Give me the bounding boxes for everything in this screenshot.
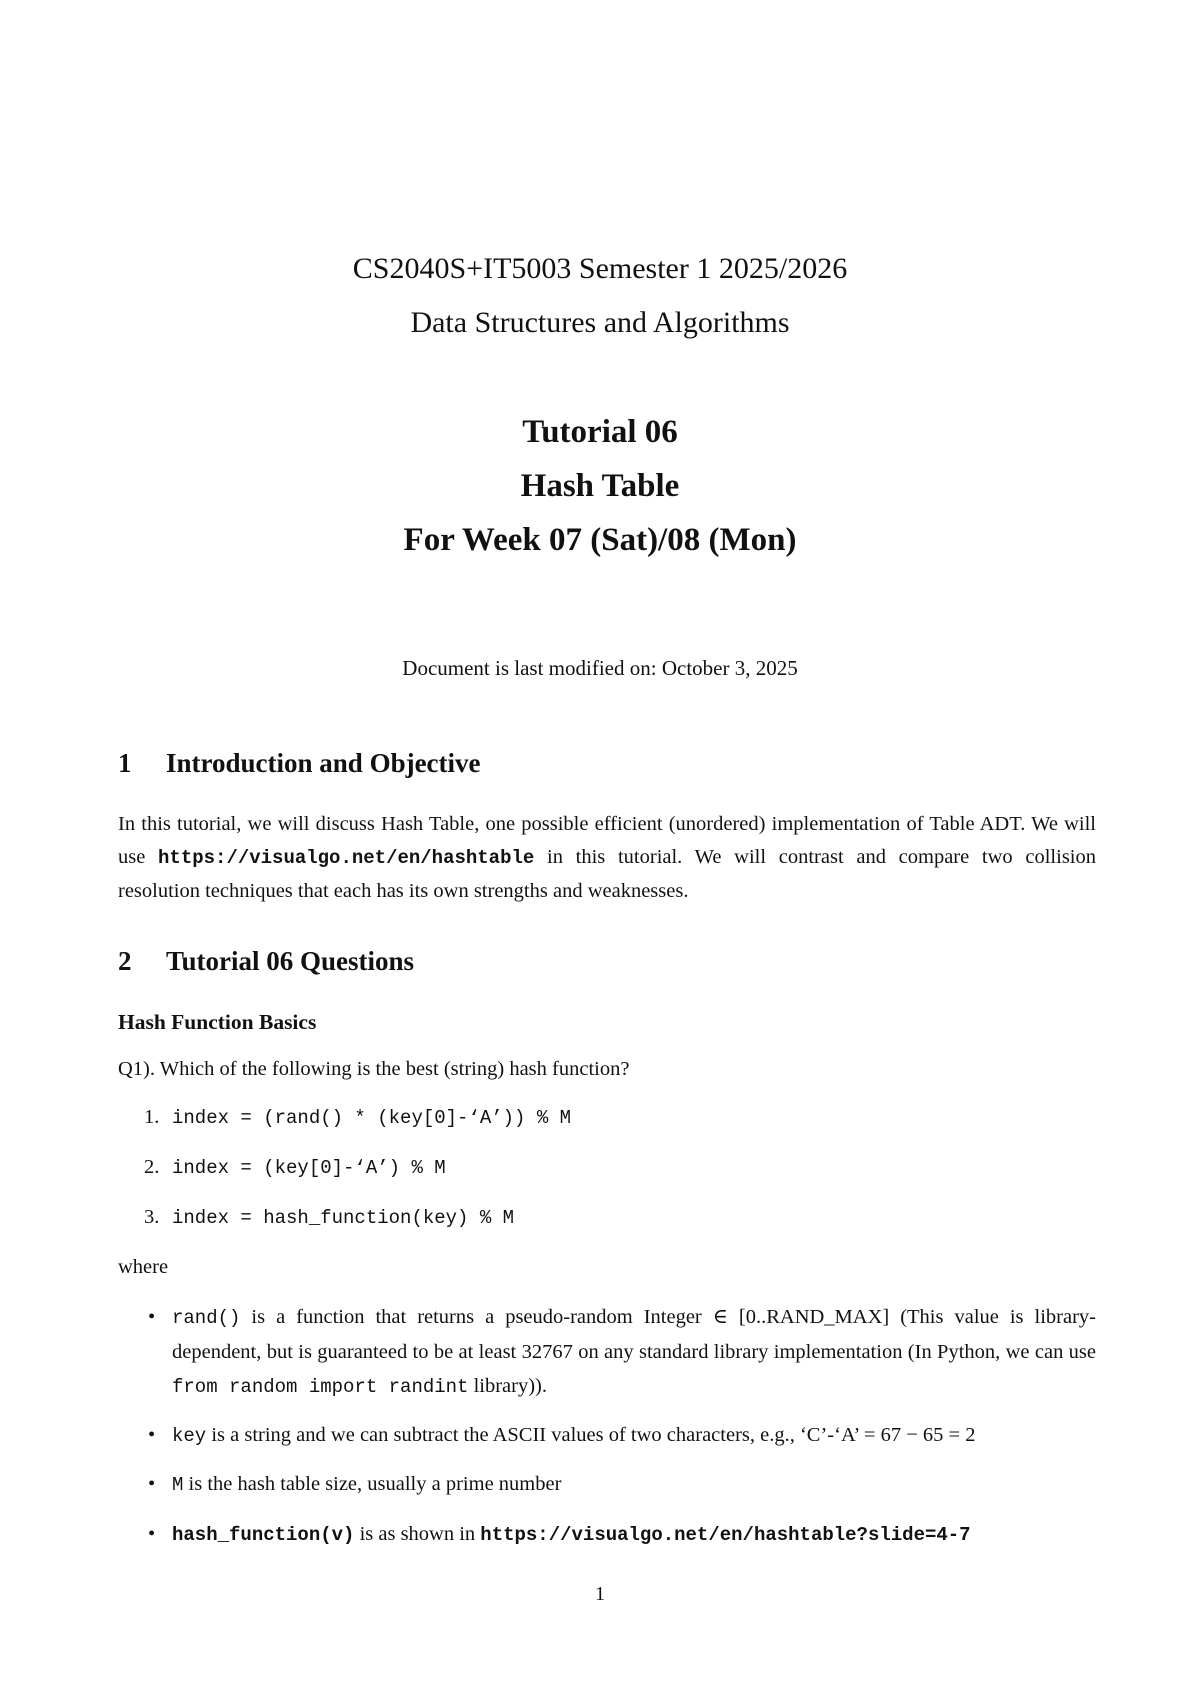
code-key: key [172, 1425, 207, 1447]
tutorial-title: Tutorial 06 [522, 414, 678, 450]
subheading: Hash Function Basics [118, 1010, 317, 1034]
section-2-number: 2 [118, 946, 132, 976]
bullet-hash-function [148, 1517, 1096, 1552]
option-number: 2. [144, 1156, 160, 1178]
code-import: from random import randint [172, 1376, 469, 1398]
where-label: where [118, 1256, 169, 1278]
intro-paragraph [118, 808, 1096, 908]
bullet-dot-icon: • [148, 1523, 156, 1545]
option-code: index = hash_function(key) % M [172, 1207, 515, 1229]
option-code: index = (key[0]-‘A’) % M [172, 1157, 446, 1179]
code-m: M [172, 1474, 184, 1496]
bullet-key [148, 1418, 1096, 1453]
option-number: 1. [144, 1106, 160, 1128]
intro-text-b: in this tutorial. We will contrast and compare two collision resolution techniques that each has its own strengths and weaknesses. [118, 846, 1096, 902]
option-1 [144, 1106, 571, 1129]
option-3 [144, 1206, 514, 1229]
bullet-text: is a string and we can subtract the ASCII values of two characters, e.g., ‘C’-‘A’ = 67 − 65 = 2 [206, 1424, 976, 1446]
bullet-dot-icon: • [148, 1473, 156, 1495]
section-1-number: 1 [118, 748, 132, 778]
bullet-dot-icon: • [148, 1306, 156, 1328]
visualgo-link[interactable]: https://visualgo.net/en/hashtable [158, 847, 535, 869]
section-1-title: Introduction and Objective [166, 748, 481, 778]
question-q1: Q1). Which of the following is the best (string) hash function? [118, 1058, 630, 1080]
intro-text-a: In this tutorial, we will discuss Hash Table, one possible efficient (unordered) implementation of Table ADT. We will use [118, 813, 1096, 868]
topic-title: Hash Table [520, 468, 680, 504]
code-hash-function: hash_function(v) [172, 1524, 355, 1546]
bullet-text: is a function that returns a pseudo-random Integer ∈ [0..RAND_MAX] (This value is library-dependent, but is guaranteed to be at least 32767 on any standard library implementation (In Python, we can use [172, 1306, 1096, 1363]
page-number: 1 [595, 1583, 605, 1605]
modified-date: Document is last modified on: October 3, 2025 [402, 656, 798, 680]
option-code: index = (rand() * (key[0]-‘A’)) % M [172, 1107, 572, 1129]
bullet-text: is as shown in [354, 1523, 481, 1545]
section-2-title: Tutorial 06 Questions [166, 946, 415, 976]
visualgo-slide-link[interactable]: https://visualgo.net/en/hashtable?slide=4-7 [480, 1524, 971, 1546]
week-title: For Week 07 (Sat)/08 (Mon) [403, 522, 797, 558]
bullet-m [148, 1467, 1096, 1502]
bullet-dot-icon: • [148, 1424, 156, 1446]
code-rand: rand() [172, 1307, 241, 1329]
option-2 [144, 1156, 446, 1179]
bullet-text: library)). [468, 1375, 547, 1397]
section-1-heading [118, 748, 481, 779]
bullet-text: is the hash table size, usually a prime number [183, 1473, 562, 1495]
course-title: CS2040S+IT5003 Semester 1 2025/2026 [352, 252, 848, 285]
subject-title: Data Structures and Algorithms [410, 306, 790, 339]
section-2-heading [118, 946, 414, 977]
option-number: 3. [144, 1206, 160, 1228]
bullet-rand [148, 1300, 1096, 1404]
